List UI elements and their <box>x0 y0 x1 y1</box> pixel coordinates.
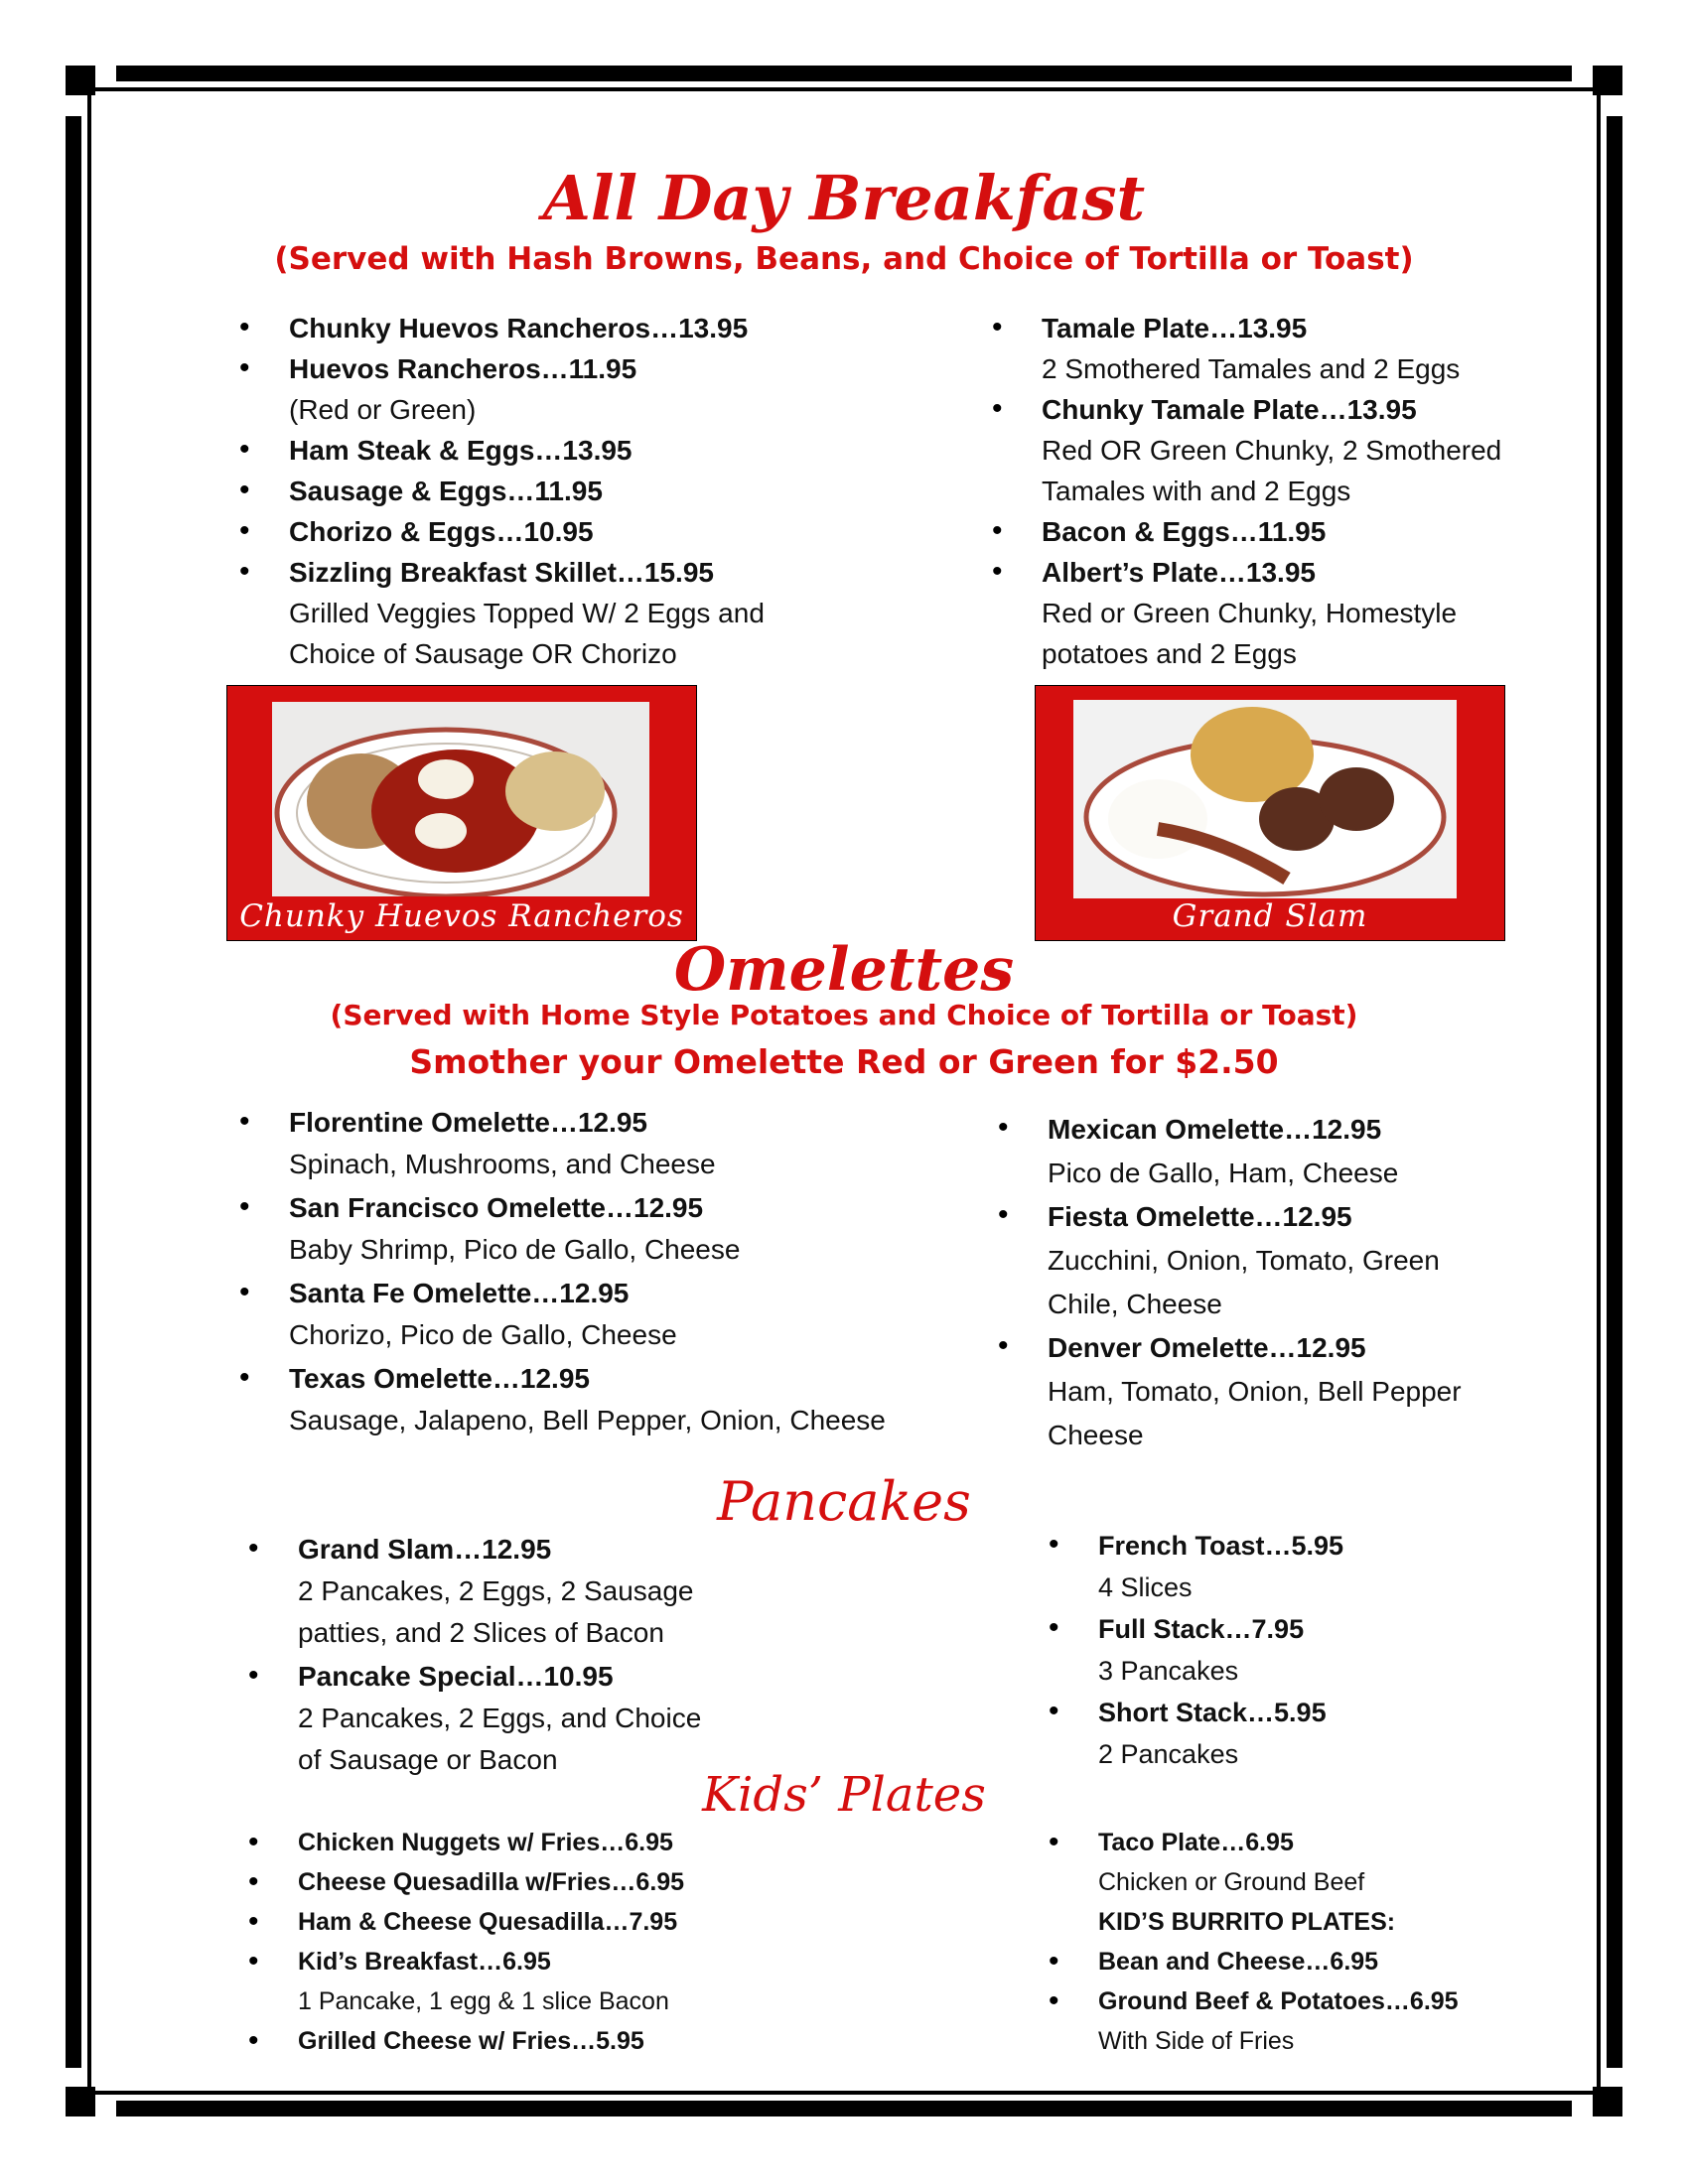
item-name: • French Toast…5.95 <box>1098 1531 1344 1561</box>
item-desc: With Side of Fries <box>1098 2027 1295 2055</box>
item-desc: potatoes and 2 Eggs <box>1042 638 1297 669</box>
item-name: • Albert’s Plate…13.95 <box>1042 557 1316 588</box>
item-name: • Taco Plate…6.95 <box>1098 1829 1294 1856</box>
item-desc: 4 Slices <box>1098 1572 1193 1602</box>
item-name: • Chunky Huevos Rancheros…13.95 <box>289 313 749 343</box>
plate-illustration <box>1073 700 1457 898</box>
item-desc: 2 Smothered Tamales and 2 Eggs <box>1042 353 1461 384</box>
item-name: • Bean and Cheese…6.95 <box>1098 1948 1379 1976</box>
omelettes-left-list <box>289 1102 964 1441</box>
item-name: • Santa Fe Omelette…12.95 <box>289 1278 630 1308</box>
item-name: • San Francisco Omelette…12.95 <box>289 1192 704 1223</box>
pancakes-right-list <box>1098 1525 1555 1775</box>
list-item <box>1042 511 1558 552</box>
item-desc: Choice of Sausage OR Chorizo <box>289 638 677 669</box>
item-name: • Kid’s Breakfast…6.95 <box>298 1948 551 1976</box>
list-item <box>1098 1823 1565 1902</box>
item-desc: Chile, Cheese <box>1048 1289 1222 1319</box>
list-item <box>298 2021 854 2061</box>
item-name: • Cheese Quesadilla w/Fries…6.95 <box>298 1868 685 1896</box>
list-item <box>289 511 964 552</box>
list-item <box>298 1862 854 1902</box>
item-name: • Bacon & Eggs…11.95 <box>1042 516 1327 547</box>
list-item <box>1048 1326 1564 1457</box>
item-name: • Mexican Omelette…12.95 <box>1048 1114 1382 1145</box>
item-name: • Ham & Cheese Quesadilla…7.95 <box>298 1908 678 1936</box>
item-desc: (Red or Green) <box>289 394 477 425</box>
item-name: • Ham Steak & Eggs…13.95 <box>289 435 633 466</box>
list-item <box>1048 1108 1564 1195</box>
breakfast-title: All Day Breakfast <box>542 162 1146 234</box>
list-item <box>1098 1608 1555 1692</box>
frame-corner-tl <box>66 66 95 95</box>
item-name: • Grilled Cheese w/ Fries…5.95 <box>298 2027 644 2055</box>
item-desc: Pico de Gallo, Ham, Cheese <box>1048 1158 1399 1188</box>
item-desc: Spinach, Mushrooms, and Cheese <box>289 1149 716 1179</box>
list-item <box>298 1656 854 1781</box>
frame-corner-bl <box>66 2087 95 2116</box>
photo-caption: Grand Slam <box>1172 898 1368 934</box>
frame-outer-top <box>116 66 1572 81</box>
photo-caption: Chunky Huevos Rancheros <box>239 898 684 934</box>
item-desc: Grilled Veggies Topped W/ 2 Eggs and <box>289 598 765 628</box>
item-name: • Sausage & Eggs…11.95 <box>289 476 603 506</box>
breakfast-right-list <box>1042 308 1558 674</box>
egg-2 <box>415 813 467 849</box>
item-name: KID’S BURRITO PLATES: <box>1098 1908 1396 1936</box>
frame-outer-bottom <box>116 2101 1572 2116</box>
item-desc: 2 Pancakes, 2 Eggs, and Choice <box>298 1703 702 1733</box>
item-desc: Tamales with and 2 Eggs <box>1042 476 1351 506</box>
photo-huevos-rancheros <box>226 685 697 941</box>
list-item <box>1048 1195 1564 1326</box>
plate-illustration <box>272 702 649 896</box>
item-name: • Sizzling Breakfast Skillet…15.95 <box>289 557 714 588</box>
item-desc: patties, and 2 Slices of Bacon <box>298 1617 664 1648</box>
item-desc: 2 Pancakes, 2 Eggs, 2 Sausage <box>298 1575 694 1606</box>
egg-1 <box>418 759 474 799</box>
list-item <box>289 1187 964 1271</box>
kids-title: Kids’ Plates <box>702 1767 986 1823</box>
list-item <box>1042 552 1558 674</box>
item-name: • Ground Beef & Potatoes…6.95 <box>1098 1987 1459 2015</box>
list-item <box>1042 389 1558 511</box>
list-item <box>289 1273 964 1356</box>
item-name: • Fiesta Omelette…12.95 <box>1048 1201 1352 1232</box>
item-desc: Red OR Green Chunky, 2 Smothered <box>1042 435 1502 466</box>
item-desc: Chicken or Ground Beef <box>1098 1868 1365 1896</box>
list-item <box>1042 308 1558 389</box>
item-desc: of Sausage or Bacon <box>298 1744 558 1775</box>
pancakes-left-list <box>298 1529 854 1781</box>
list-heading <box>1098 1902 1565 1942</box>
item-name: • Short Stack…5.95 <box>1098 1698 1327 1727</box>
kids-left-list <box>298 1823 854 2061</box>
item-desc: Ham, Tomato, Onion, Bell Pepper <box>1048 1376 1462 1407</box>
list-item <box>298 1942 854 2021</box>
hash-browns <box>505 751 605 831</box>
item-name: • Chunky Tamale Plate…13.95 <box>1042 394 1417 425</box>
photo-grand-slam <box>1035 685 1505 941</box>
item-name: • Full Stack…7.95 <box>1098 1614 1305 1644</box>
item-name: • Huevos Rancheros…11.95 <box>289 353 637 384</box>
omelettes-smother-note: Smother your Omelette Red or Green for $2.50 <box>409 1042 1279 1081</box>
omelettes-subtitle: (Served with Home Style Potatoes and Choice of Tortilla or Toast) <box>330 999 1358 1031</box>
list-item <box>298 1902 854 1942</box>
item-name: • Tamale Plate…13.95 <box>1042 313 1308 343</box>
list-item <box>298 1529 854 1654</box>
item-name: • Chorizo & Eggs…10.95 <box>289 516 594 547</box>
item-desc: Zucchini, Onion, Tomato, Green <box>1048 1245 1440 1276</box>
list-item <box>289 1102 964 1185</box>
omelettes-right-list <box>1048 1108 1564 1457</box>
item-name: • Chicken Nuggets w/ Fries…6.95 <box>298 1829 673 1856</box>
item-name: • Pancake Special…10.95 <box>298 1661 614 1692</box>
egg <box>1108 779 1207 859</box>
list-item <box>289 348 964 430</box>
list-item <box>289 1358 964 1441</box>
list-item <box>1098 1525 1555 1608</box>
list-item <box>1098 1692 1555 1775</box>
pancakes-title: Pancakes <box>717 1470 971 1533</box>
item-desc: 3 Pancakes <box>1098 1656 1239 1686</box>
photo-huevos-image <box>272 702 649 896</box>
frame-corner-tr <box>1593 66 1622 95</box>
item-desc: Baby Shrimp, Pico de Gallo, Cheese <box>289 1234 741 1265</box>
frame-inner-bottom <box>87 2091 1601 2095</box>
item-name: • Florentine Omelette…12.95 <box>289 1107 648 1138</box>
list-item <box>289 552 964 674</box>
omelettes-title: Omelettes <box>673 935 1015 1005</box>
list-item <box>1098 1981 1565 2061</box>
list-item <box>1098 1942 1565 1981</box>
photo-grand-slam-image <box>1073 700 1457 898</box>
item-name: • Texas Omelette…12.95 <box>289 1363 590 1394</box>
item-desc: Sausage, Jalapeno, Bell Pepper, Onion, Cheese <box>289 1405 886 1435</box>
item-desc: 1 Pancake, 1 egg & 1 slice Bacon <box>298 1987 669 2015</box>
item-desc: Chorizo, Pico de Gallo, Cheese <box>289 1319 677 1350</box>
list-item <box>289 430 964 471</box>
item-desc: 2 Pancakes <box>1098 1739 1239 1769</box>
list-item <box>298 1823 854 1862</box>
breakfast-subtitle: (Served with Hash Browns, Beans, and Choice of Tortilla or Toast) <box>274 241 1414 277</box>
list-item <box>289 308 964 348</box>
item-name: • Grand Slam…12.95 <box>298 1534 552 1565</box>
item-desc: Cheese <box>1048 1420 1144 1450</box>
frame-corner-br <box>1593 2087 1622 2116</box>
frame-inner-top <box>87 87 1601 91</box>
breakfast-left-list <box>289 308 964 674</box>
list-item <box>289 471 964 511</box>
item-desc: Red or Green Chunky, Homestyle <box>1042 598 1458 628</box>
item-name: • Denver Omelette…12.95 <box>1048 1332 1366 1363</box>
sausage-2 <box>1319 767 1394 831</box>
kids-right-list <box>1098 1823 1565 2061</box>
